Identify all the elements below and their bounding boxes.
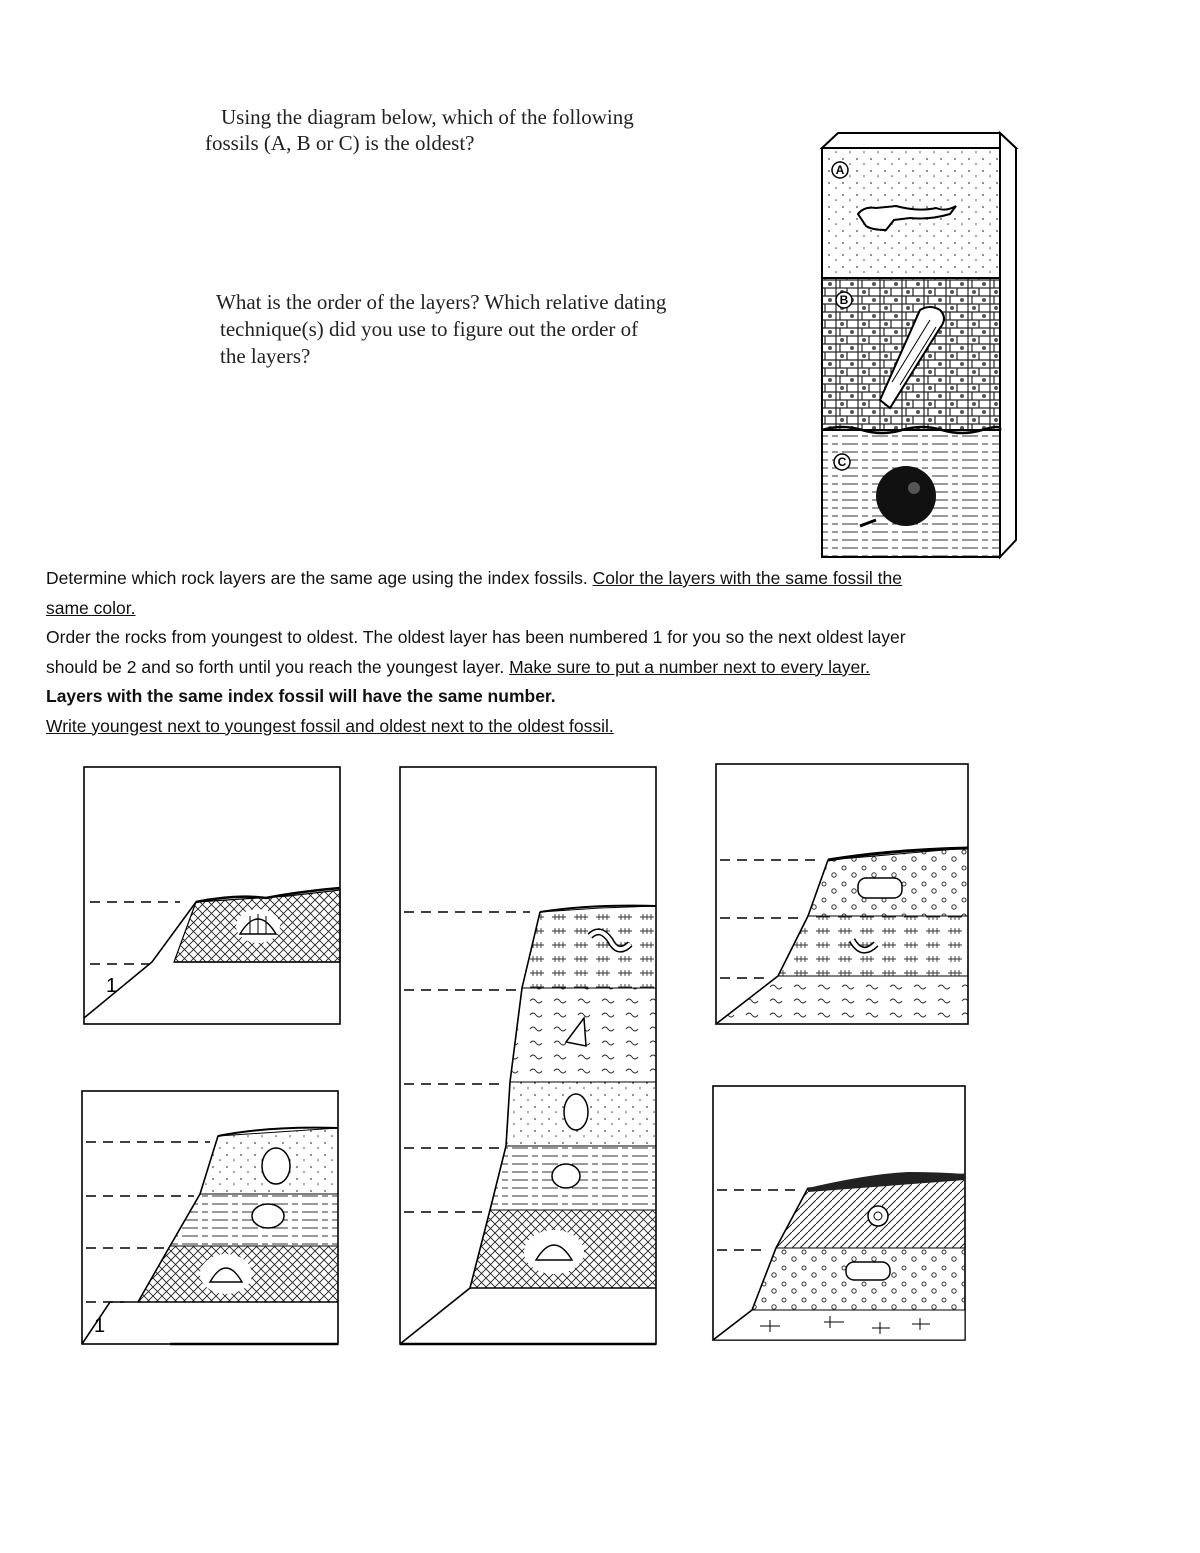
question2-line2: technique(s) did you use to figure out the order of <box>220 317 639 341</box>
instructions-p2-text: should be 2 and so forth until you reach the youngest layer. <box>46 656 510 677</box>
block-top-face <box>822 133 1016 148</box>
panel-1 <box>84 767 340 1024</box>
block-label-c: C <box>837 455 847 469</box>
panel-4 <box>82 1091 338 1344</box>
question1-line1: Using the diagram below, which of the following <box>221 105 634 129</box>
block-label-b: B <box>839 293 849 307</box>
panel1-answer: 1 <box>106 975 118 997</box>
instructions-youngest-oldest: Write youngest next to youngest fossil and oldest next to the oldest fossil. <box>46 715 614 736</box>
panel-2 <box>400 767 656 1344</box>
instructions-p1-underlined-2: same color. <box>46 597 136 618</box>
block-label-a: A <box>835 163 845 177</box>
trilobite-icon <box>846 1262 890 1280</box>
instructions-p2-line1: Order the rocks from youngest to oldest. The oldest layer has been numbered 1 for you so the next oldest layer <box>46 627 906 647</box>
question1-line2: fossils (A, B or C) is the oldest? <box>205 131 475 155</box>
instructions-p2-underlined: Make sure to put a number next to every layer. <box>509 656 870 677</box>
fossil-c-ammonite-icon <box>876 466 936 526</box>
rock-block-diagram <box>822 133 1016 557</box>
panel4-answer: 1 <box>94 1315 106 1337</box>
panel-5 <box>713 1086 965 1340</box>
instructions-p1-text: Determine which rock layers are the same age using the index fossils. <box>46 568 593 588</box>
gastropod-icon <box>262 1148 290 1184</box>
question2-line3: the layers? <box>220 344 311 368</box>
trilobite-icon <box>858 878 902 898</box>
question2-line1: What is the order of the layers? Which relative dating <box>216 290 667 314</box>
ammonite-icon <box>868 1206 888 1226</box>
gastropod-icon <box>564 1094 588 1130</box>
snail-icon <box>552 1164 580 1188</box>
panel-3 <box>716 764 968 1024</box>
instructions-p1-underlined: Color the layers with the same fossil the <box>592 568 902 588</box>
snail-icon <box>252 1204 284 1228</box>
block-side-face <box>1000 133 1016 557</box>
instructions-bold-note: Layers with the same index fossil will have the same number. <box>46 686 556 706</box>
